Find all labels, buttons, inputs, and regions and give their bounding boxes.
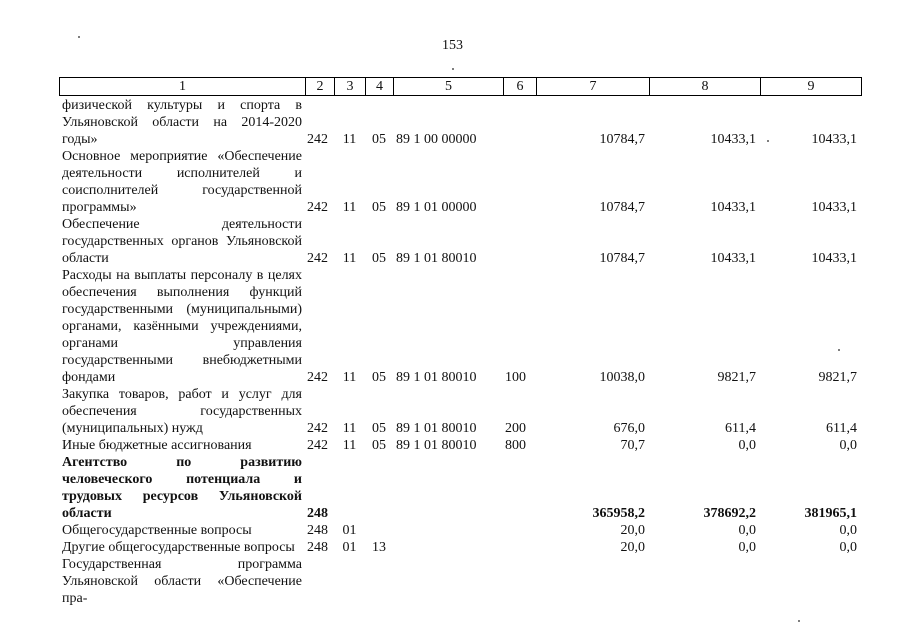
row-value-col7: 10784,7 — [599, 200, 645, 215]
row-target-code: 89 1 01 80010 — [396, 251, 477, 266]
row-value-col9 — [760, 556, 861, 607]
column-header: 7 — [537, 78, 650, 96]
row-value-col7: 20,0 — [620, 523, 645, 538]
row-value-col9: 0,0 — [839, 438, 857, 453]
row-value-col8: 0,0 — [738, 523, 756, 538]
row-name: Иные бюджетные ассигнования — [62, 438, 252, 453]
scan-speck — [452, 68, 454, 70]
row-name: Другие общегосударственные вопросы — [62, 540, 295, 555]
table-row — [59, 97, 861, 148]
table-row — [59, 454, 861, 522]
row-value-col7: 10038,0 — [599, 370, 645, 385]
scan-speck — [798, 620, 800, 622]
row-admin-code: 242 — [307, 370, 328, 385]
row-target-code — [393, 522, 503, 539]
row-admin-code: 248 — [307, 506, 328, 521]
row-value-col9: 611,4 — [826, 421, 857, 436]
row-name: Основное мероприятие «Обеспечение деятельности исполнителей и соисполнителей государственной программы» — [62, 149, 302, 215]
row-name: Государственная программа Ульяновской области «Обеспечение пра- — [62, 557, 302, 606]
row-admin-code: 242 — [307, 251, 328, 266]
row-subsection-code: 05 — [372, 438, 386, 453]
table-row — [59, 539, 861, 556]
row-value-col8: 10433,1 — [710, 132, 756, 147]
row-name: физической культуры и спорта в Ульяновской области на 2014-2020 годы» — [62, 98, 302, 147]
column-header-row — [60, 78, 862, 96]
row-value-col7: 676,0 — [613, 421, 645, 436]
row-section-code: 11 — [342, 132, 357, 147]
row-section-code: 11 — [342, 200, 357, 215]
table-row — [59, 522, 861, 539]
row-value-col9: 10433,1 — [811, 200, 857, 215]
row-target-code: 89 1 01 80010 — [396, 370, 477, 385]
row-target-code — [393, 454, 503, 522]
table-row — [59, 148, 861, 216]
row-value-col9: 381965,1 — [804, 506, 857, 521]
row-subsection-code — [365, 454, 393, 522]
row-target-code: 89 1 01 80010 — [396, 438, 477, 453]
row-section-code: 01 — [342, 523, 357, 538]
row-value-col7: 365958,2 — [592, 506, 645, 521]
row-value-col8: 378692,2 — [703, 506, 756, 521]
column-header: 9 — [761, 78, 862, 96]
row-expense-type — [503, 454, 536, 522]
row-subsection-code — [365, 522, 393, 539]
row-value-col9: 9821,7 — [818, 370, 857, 385]
row-value-col9: 10433,1 — [811, 251, 857, 266]
row-subsection-code: 05 — [372, 132, 386, 147]
row-section-code: 01 — [342, 540, 357, 555]
row-section-code: 11 — [342, 421, 357, 436]
row-target-code: 89 1 01 80010 — [396, 421, 477, 436]
row-subsection-code: 05 — [372, 200, 386, 215]
row-expense-type — [503, 522, 536, 539]
column-header: 6 — [504, 78, 537, 96]
column-header-table — [59, 77, 862, 96]
row-admin-code: 242 — [307, 132, 328, 147]
row-target-code: 89 1 00 00000 — [396, 132, 477, 147]
row-subsection-code: 05 — [372, 421, 386, 436]
row-admin-code — [305, 556, 334, 607]
column-header: 4 — [366, 78, 394, 96]
row-value-col8 — [649, 556, 760, 607]
row-section-code — [334, 454, 365, 522]
table-row — [59, 267, 861, 386]
row-expense-type: 100 — [505, 370, 526, 385]
row-name: Агентство по развитию человеческого потенциала и трудовых ресурсов Ульяновской области — [62, 455, 302, 521]
row-value-col7 — [536, 556, 649, 607]
row-name: Расходы на выплаты персоналу в целях обеспечения выполнения функций государственными (муниципальными) органами, казёнными учреждениями, органами управления государственными внебюджетными фондами — [62, 268, 302, 385]
row-value-col8: 9821,7 — [717, 370, 756, 385]
row-section-code — [334, 556, 365, 607]
budget-table — [59, 97, 861, 607]
row-value-col9: 10433,1 — [811, 132, 857, 147]
row-expense-type — [503, 539, 536, 556]
row-value-col9: 0,0 — [839, 540, 857, 555]
column-header: 2 — [306, 78, 335, 96]
table-row — [59, 386, 861, 437]
row-value-col7: 70,7 — [620, 438, 645, 453]
scan-speck — [78, 36, 80, 38]
table-row — [59, 216, 861, 267]
scan-speck — [838, 349, 840, 351]
row-value-col8: 611,4 — [725, 421, 756, 436]
row-expense-type: 200 — [505, 421, 526, 436]
row-value-col8: 0,0 — [738, 540, 756, 555]
row-subsection-code — [365, 556, 393, 607]
row-value-col7: 10784,7 — [599, 251, 645, 266]
row-value-col8: 0,0 — [738, 438, 756, 453]
row-expense-type — [503, 216, 536, 267]
column-header: 1 — [60, 78, 306, 96]
row-expense-type — [503, 556, 536, 607]
row-subsection-code: 13 — [372, 540, 386, 555]
row-expense-type — [503, 148, 536, 216]
page-number: 153 — [442, 38, 463, 53]
row-value-col9: 0,0 — [839, 523, 857, 538]
row-value-col8: 10433,1 — [710, 251, 756, 266]
row-expense-type: 800 — [505, 438, 526, 453]
row-admin-code: 242 — [307, 421, 328, 436]
table-row — [59, 437, 861, 454]
row-subsection-code: 05 — [372, 251, 386, 266]
row-name: Закупка товаров, работ и услуг для обеспечения государственных (муниципальных) нужд — [62, 387, 302, 436]
row-admin-code: 248 — [307, 540, 328, 555]
row-expense-type — [503, 97, 536, 148]
row-name: Обеспечение деятельности государственных органов Ульяновской области — [62, 217, 302, 266]
row-target-code — [393, 556, 503, 607]
row-value-col7: 10784,7 — [599, 132, 645, 147]
row-section-code: 11 — [342, 370, 357, 385]
column-header: 5 — [394, 78, 504, 96]
row-value-col7: 20,0 — [620, 540, 645, 555]
column-header: 8 — [650, 78, 761, 96]
row-subsection-code: 05 — [372, 370, 386, 385]
row-name: Общегосударственные вопросы — [62, 523, 252, 538]
row-admin-code: 242 — [307, 438, 328, 453]
row-section-code: 11 — [342, 251, 357, 266]
row-admin-code: 248 — [307, 523, 328, 538]
column-header: 3 — [335, 78, 366, 96]
table-row — [59, 556, 861, 607]
row-admin-code: 242 — [307, 200, 328, 215]
row-target-code: 89 1 01 00000 — [396, 200, 477, 215]
row-target-code — [393, 539, 503, 556]
row-value-col8: 10433,1 — [710, 200, 756, 215]
row-section-code: 11 — [342, 438, 357, 453]
scan-speck — [767, 140, 769, 142]
